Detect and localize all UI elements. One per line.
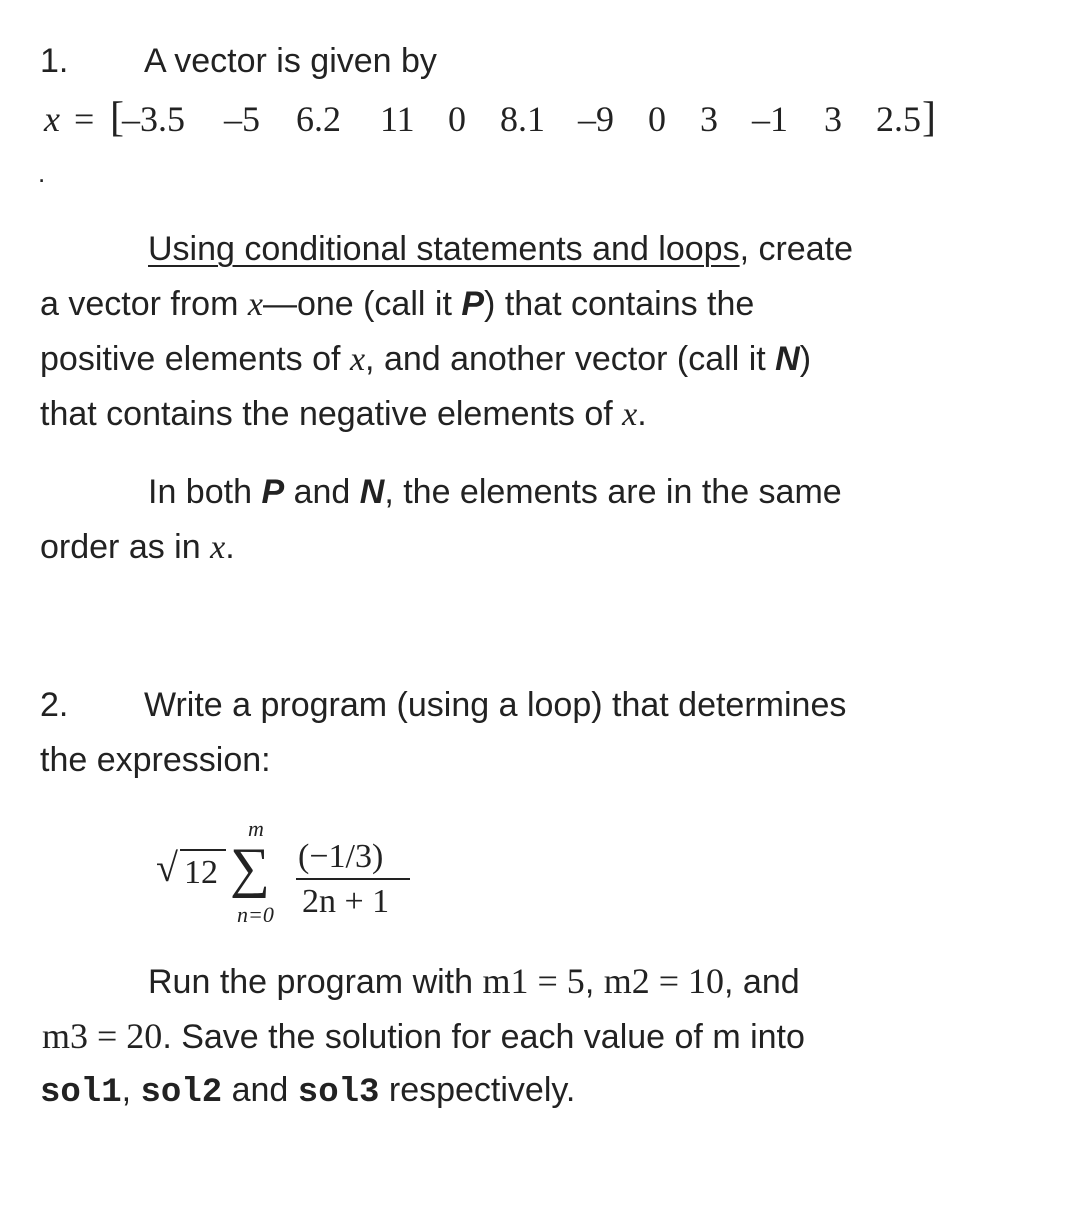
- sol1-var: sol1: [40, 1074, 122, 1112]
- radicand: 12: [184, 854, 218, 891]
- fraction-numerator: (−1/3): [298, 838, 384, 875]
- vector-element: –1: [752, 99, 788, 139]
- var-x: x: [247, 286, 263, 323]
- problem-1-number: 1.: [40, 42, 69, 80]
- vector-x-equation: [44, 96, 944, 140]
- m2-assignment: m2 = 10: [603, 961, 725, 1001]
- var-P: P: [461, 285, 485, 323]
- run-line-1: Run the program with m1 = 5, m2 = 10, and: [148, 961, 800, 1001]
- var-x: x: [622, 396, 638, 433]
- sqrt-overbar: [180, 849, 226, 851]
- sum-upper-limit: m: [248, 816, 264, 841]
- vector-element: 6.2: [296, 99, 341, 139]
- fraction-bar: [296, 878, 410, 880]
- m3-assignment: m3 = 20: [42, 1016, 163, 1056]
- problem-2-line-2: the expression:: [40, 741, 271, 779]
- vector-element: –3.5: [122, 99, 185, 139]
- stray-dot: .: [38, 158, 46, 188]
- fraction-denominator: 2n + 1: [302, 883, 390, 920]
- m1-assignment: m1 = 5: [482, 961, 585, 1001]
- var-P: P: [261, 473, 285, 511]
- var-x: x: [349, 341, 366, 378]
- var-x: x: [210, 529, 226, 566]
- vector-element: 3: [824, 99, 842, 139]
- instruction-line-1: Using conditional statements and loops, create: [148, 230, 853, 268]
- problem-1-intro: A vector is given by: [144, 42, 437, 80]
- order-line-2: order as in x.: [40, 528, 235, 566]
- problem-2-number: 2.: [40, 686, 69, 724]
- instruction-line-3: positive elements of x, and another vector (call it N): [40, 340, 812, 378]
- instruction-line-2: a vector from x—one (call it P) that contains the: [40, 285, 755, 323]
- sum-symbol: ∑: [230, 837, 270, 899]
- equals-sign: =: [74, 99, 95, 139]
- vector-element: 0: [448, 99, 466, 139]
- vector-element: 11: [380, 99, 415, 139]
- vector-element: 3: [700, 99, 718, 139]
- vector-element: 2.5: [876, 99, 921, 139]
- problem-2-line-1: Write a program (using a loop) that determines: [144, 686, 847, 724]
- sqrt-symbol: √: [156, 845, 178, 890]
- sol3-var: sol3: [297, 1074, 380, 1112]
- sum-lower-limit: n=0: [237, 902, 274, 927]
- close-bracket: ]: [922, 95, 936, 141]
- vector-element: 0: [648, 99, 666, 139]
- sol2-var: sol2: [140, 1074, 223, 1112]
- vector-element: 8.1: [500, 99, 545, 139]
- order-line-1: In both P and N, the elements are in the same: [148, 473, 842, 511]
- underlined-phrase: Using conditional statements and loops: [148, 230, 740, 268]
- open-bracket: [: [110, 95, 124, 141]
- vector-element: –9: [578, 99, 614, 139]
- vector-element: –5: [224, 99, 260, 139]
- vector-name: x: [44, 99, 60, 139]
- instruction-line-4: that contains the negative elements of x.: [40, 395, 647, 433]
- var-N: N: [775, 340, 800, 378]
- run-line-2: m3 = 20. Save the solution for each value of m into: [42, 1016, 805, 1056]
- run-line-3: sol1, sol2 and sol3 respectively.: [40, 1071, 576, 1112]
- var-N: N: [359, 473, 385, 511]
